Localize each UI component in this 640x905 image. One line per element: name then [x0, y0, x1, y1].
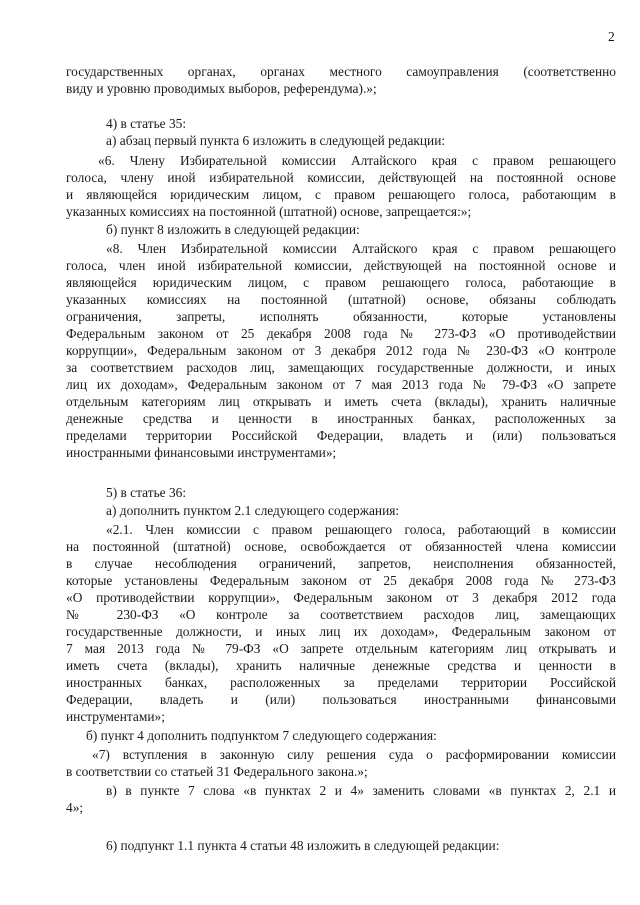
- text-line: а) дополнить пунктом 2.1 следующего содержания:: [106, 503, 400, 518]
- text-line: 5) в статье 36:: [106, 485, 187, 500]
- text-line: государственные должности, и иных лиц их доходам», Федеральным законом от: [66, 624, 616, 639]
- text-line: Федеральным законом от 25 декабря 2008 года № 273-ФЗ «О противодействии: [66, 326, 616, 341]
- text-line: № 230-ФЗ «О контроле за соответствием расходов лиц, замещающих: [66, 607, 616, 622]
- text-line: являющейся юридическим лицом, с правом решающего голоса, работающие в: [66, 275, 616, 290]
- text-line: коррупции», Федеральным законом от 3 декабря 2012 года № 230-ФЗ «О контроле: [66, 343, 616, 358]
- text-line: виду и уровню проводимых выборов, референдума).»;: [66, 81, 377, 96]
- text-line: и являющейся юридическим лицом, с правом решающего голоса, работающим в: [66, 187, 616, 202]
- text-line: лиц их доходам», Федеральным законом от 7 мая 2013 года № 79-ФЗ «О запрете: [66, 377, 616, 392]
- text-line: на постоянной (штатной) основе, освобождается от обязанностей члена комиссии: [66, 539, 616, 554]
- text-line: за соответствием расходов лиц, замещающих государственные должности, и иных: [66, 360, 616, 375]
- text-line: иностранных банках, расположенных за пределами территории Российской: [66, 675, 616, 690]
- text-line: иностранными финансовыми инструментами»;: [66, 445, 337, 460]
- text-line: отдельным категориям лиц открывать и иметь счета (вклады), хранить наличные: [66, 394, 616, 409]
- text-line: б) пункт 8 изложить в следующей редакции:: [106, 222, 360, 237]
- text-line: иметь счета (вклады), хранить наличные денежные средства и ценности в: [66, 658, 616, 673]
- text-line: голоса, члену иной избирательной комиссии, действующей на постоянной основе: [66, 170, 616, 185]
- text-line: денежные средства и ценности в иностранных банках, расположенных за: [66, 411, 616, 426]
- text-line: а) абзац первый пункта 6 изложить в следующей редакции:: [106, 133, 446, 148]
- text-line: б) пункт 4 дополнить подпунктом 7 следующего содержания:: [86, 728, 437, 743]
- text-line: в соответствии со статьей 31 Федерального закона.»;: [66, 764, 368, 779]
- text-line: которые установлены Федеральным законом от 25 декабря 2008 года № 273-ФЗ: [66, 573, 616, 588]
- text-line: 6) подпункт 1.1 пункта 4 статьи 48 изложить в следующей редакции:: [106, 838, 500, 853]
- text-line: 4»;: [66, 800, 84, 815]
- text-line: «7) вступления в законную силу решения суда о расформировании комиссии: [92, 747, 616, 762]
- text-line: «О противодействии коррупции», Федеральным законом от 3 декабря 2012 года: [66, 590, 616, 605]
- text-line: указанных комиссиях на постоянной (штатной) основе, запрещается:»;: [66, 204, 472, 219]
- text-line: голоса, член иной избирательной комиссии, действующей на постоянной основе и: [66, 258, 616, 273]
- text-line: указанных комиссиях на постоянной (штатной) основе, обязаны соблюдать: [66, 292, 616, 307]
- text-line: пределами территории Российской Федерации, владеть и (или) пользоваться: [66, 428, 616, 443]
- text-line: «8. Член Избирательной комиссии Алтайского края с правом решающего: [106, 241, 616, 256]
- text-line: «6. Члену Избирательной комиссии Алтайского края с правом решающего: [98, 153, 616, 168]
- text-line: ограничения, запреты, исполнять обязанности, которые установлены: [66, 309, 616, 324]
- text-line: 7 мая 2013 года № 79-ФЗ «О запрете отдельным категориям лиц открывать и: [66, 641, 616, 656]
- page-number: 2: [608, 29, 615, 44]
- text-line: государственных органах, органах местного самоуправления (соответственно: [66, 64, 616, 79]
- text-line: в) в пункте 7 слова «в пунктах 2 и 4» заменить словами «в пунктах 2, 2.1 и: [106, 783, 616, 798]
- text-line: «2.1. Член комиссии с правом решающего голоса, работающий в комиссии: [106, 522, 616, 537]
- text-line: в случае несоблюдения ограничений, запретов, неисполнения обязанностей,: [66, 556, 616, 571]
- text-line: Федерации, владеть и (или) пользоваться иностранными финансовыми: [66, 692, 616, 707]
- text-line: 4) в статье 35:: [106, 116, 187, 131]
- text-line: инструментами»;: [66, 709, 165, 724]
